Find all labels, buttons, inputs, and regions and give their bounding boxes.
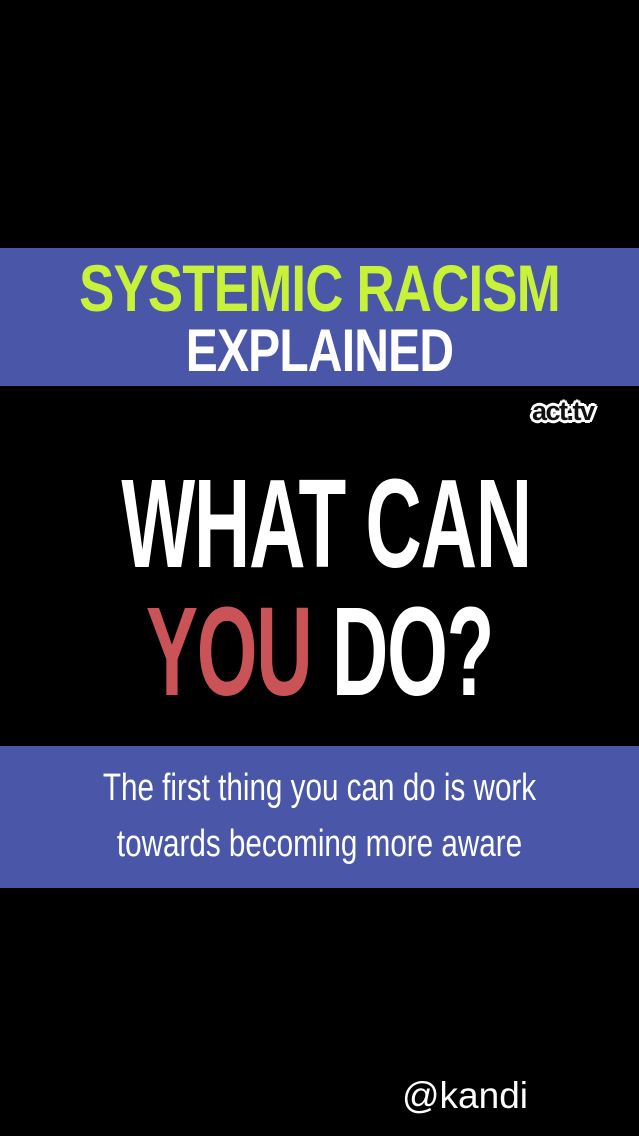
headline-line-2 <box>121 581 517 722</box>
headline-do: DO? <box>311 581 494 722</box>
title-line-explained: EXPLAINED <box>185 317 454 384</box>
headline-accent-you: YOU <box>145 581 312 722</box>
caption-banner <box>0 746 639 888</box>
title-banner <box>0 248 639 386</box>
act-tv-logo: act.tv <box>532 396 594 426</box>
caption-line-2: towards becoming more aware <box>116 823 523 865</box>
caption-line-1: The first thing you can do is work <box>102 767 537 809</box>
creator-watermark: @kandi <box>402 1075 529 1116</box>
headline-line-1: WHAT CAN <box>121 453 531 594</box>
headline <box>0 453 639 722</box>
title-line-systemic-racism: SYSTEMIC RACISM <box>79 251 560 325</box>
